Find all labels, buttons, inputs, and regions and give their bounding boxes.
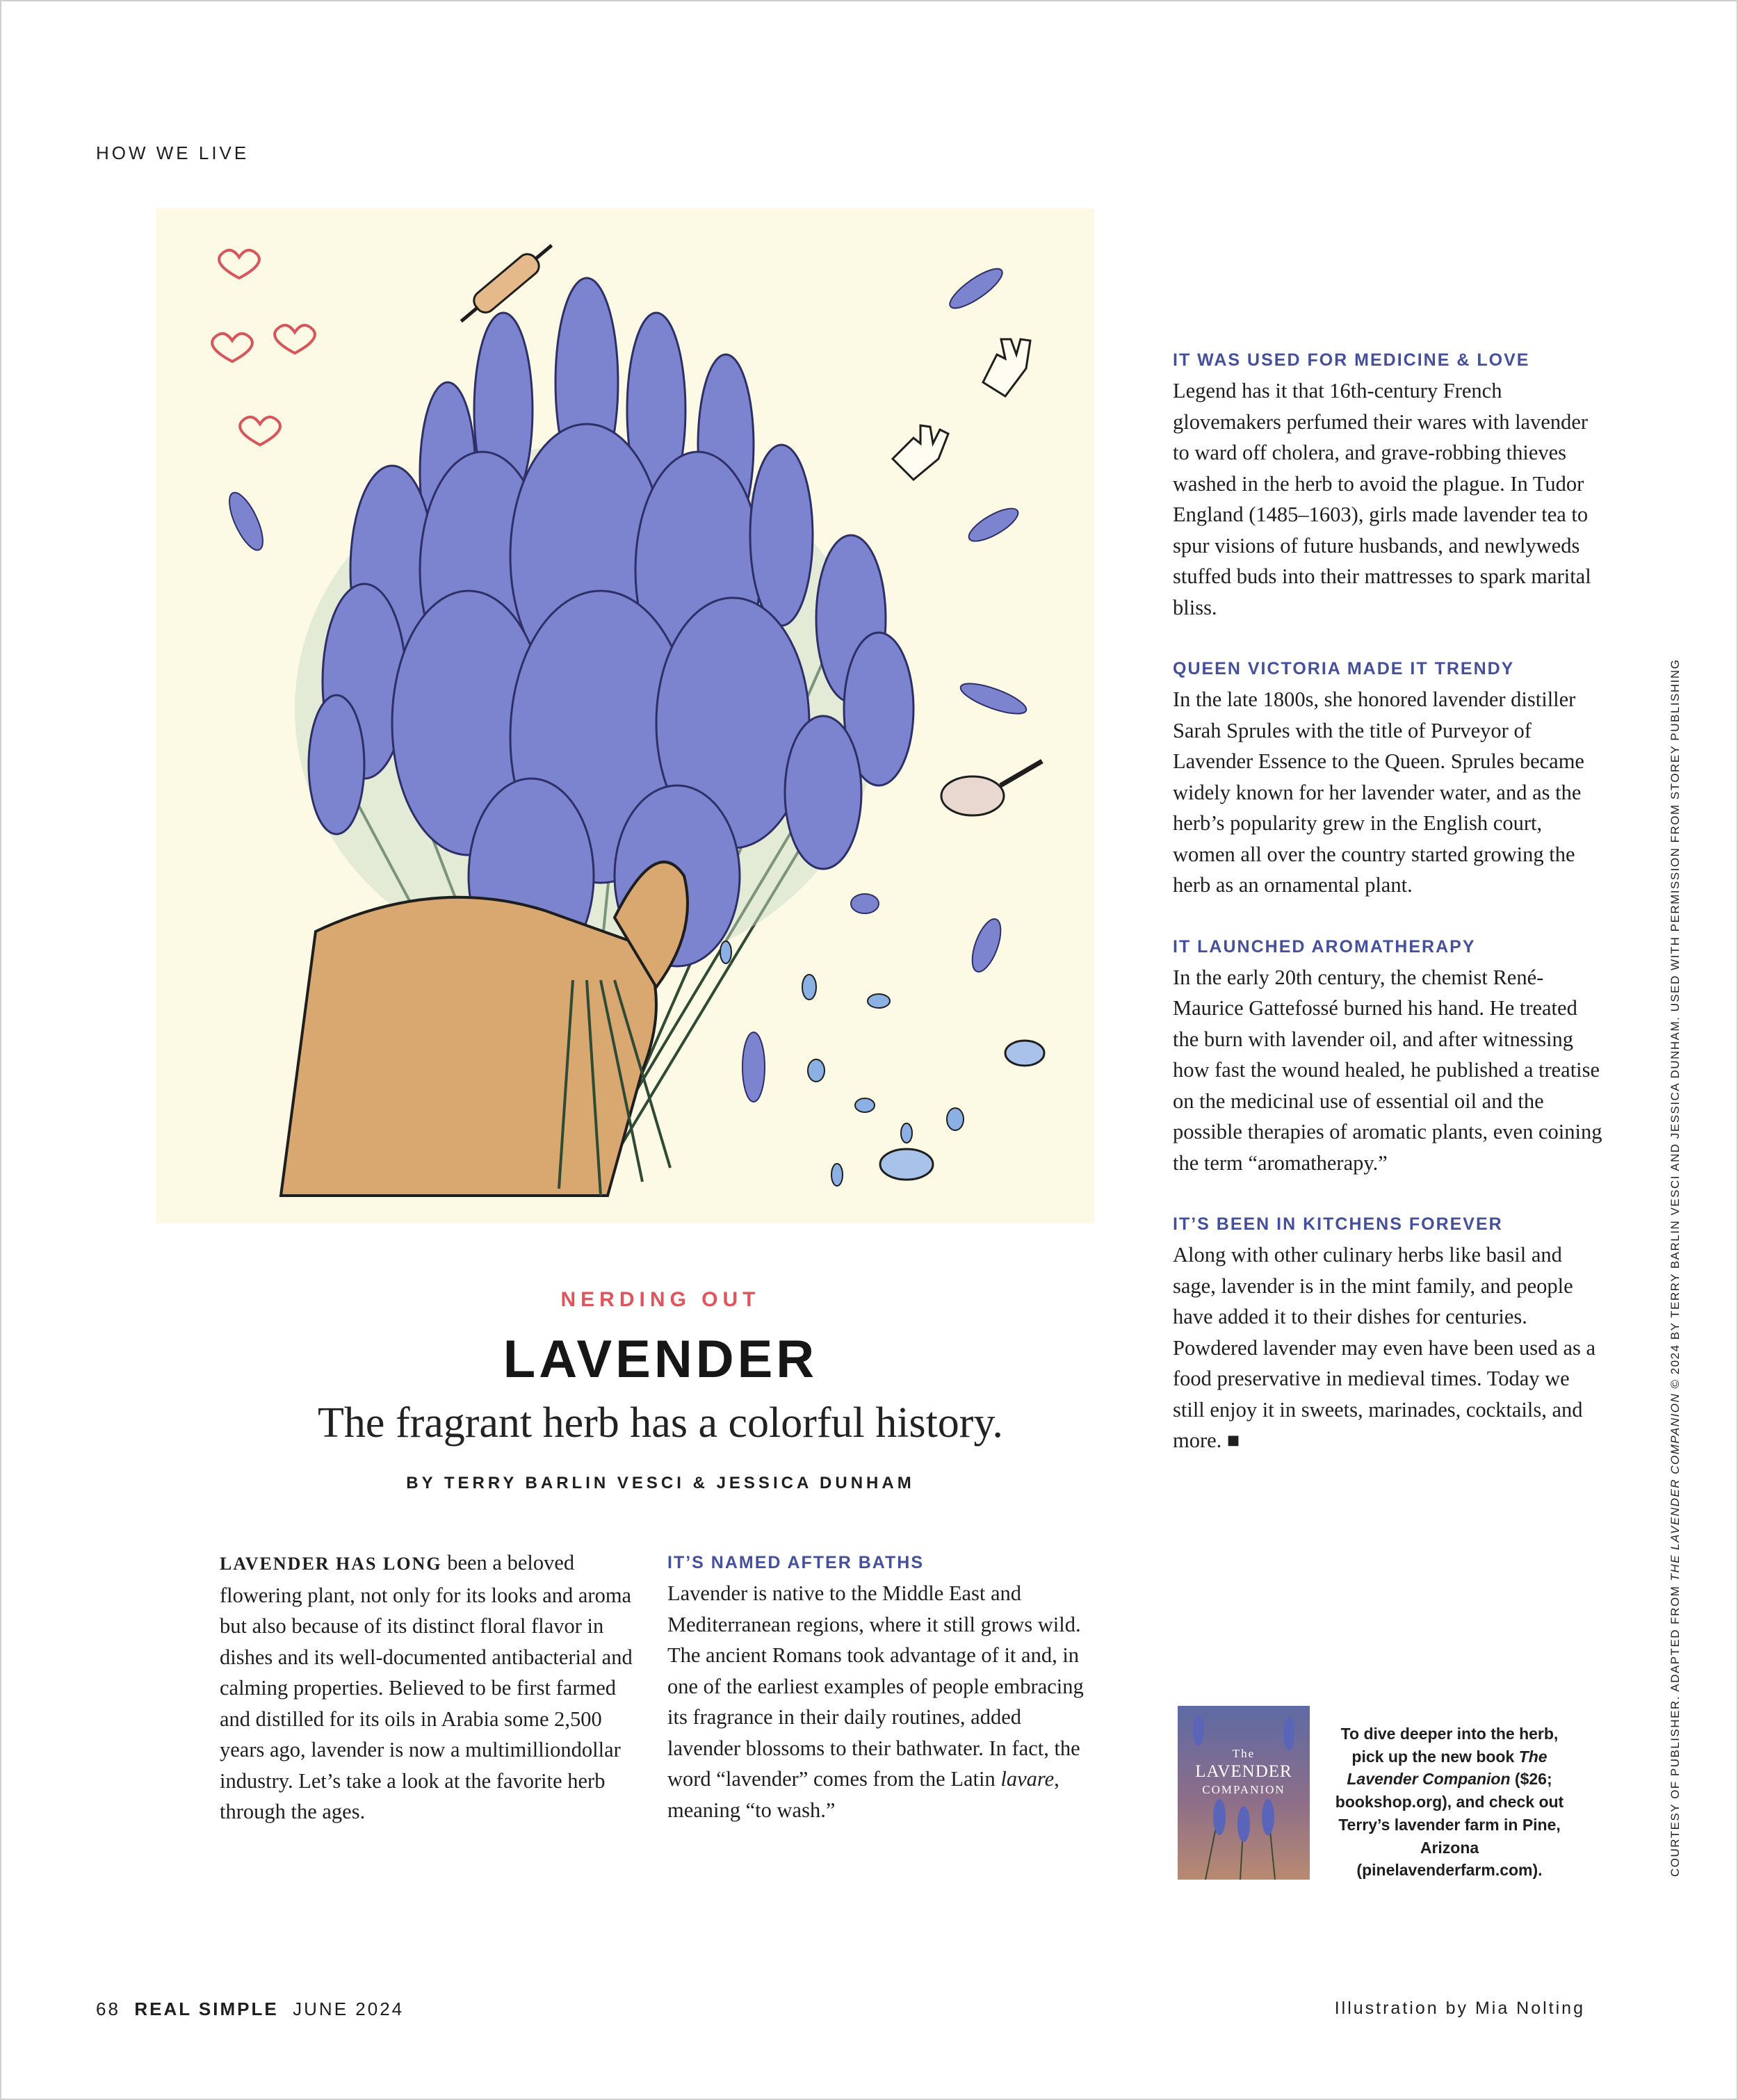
caption-text-a: To dive deeper into the herb, pick up the new book xyxy=(1340,1725,1559,1766)
section-heading-aromatherapy: IT LAUNCHED AROMATHERAPY xyxy=(1173,936,1476,957)
heart-doodles xyxy=(212,250,315,445)
book-cover-companion: COMPANION xyxy=(1202,1783,1285,1796)
folio xyxy=(96,1999,404,2020)
lavender-bouquet-illustration xyxy=(156,209,1094,1223)
credit-book-title: THE LAVENDER COMPANION xyxy=(1668,1392,1682,1581)
section-text-aromatherapy: In the early 20th century, the chemist René-Maurice Gattefossé burned his hand. He treated the burn with lavender oil, and after witnessing how fast the wound healed, he published a treatise on the medicinal use of essential oil and the possible therapies of aromatic plants, even coining the term “aromatherapy.” xyxy=(1173,965,1602,1175)
book-cover-title xyxy=(1178,1745,1310,1799)
photo-credit-vertical xyxy=(1668,659,1682,1877)
illustration-credit: Illustration by Mia Nolting xyxy=(1334,1999,1585,2018)
magazine-name: REAL SIMPLE xyxy=(134,1999,279,2019)
book-cover xyxy=(1178,1706,1310,1880)
section-text-baths xyxy=(667,1578,1098,1825)
book-cover-lavender: LAVENDER xyxy=(1195,1762,1292,1781)
gloves xyxy=(893,339,1030,480)
section-heading-victoria: QUEEN VICTORIA MADE IT TRENDY xyxy=(1173,659,1515,678)
byline: BY TERRY BARLIN VESCI & JESSICA DUNHAM xyxy=(406,1474,915,1492)
section-text-victoria: In the late 1800s, she honored lavender distiller Sarah Sprules with the title of Purveyor of Lavender Essence to the Queen. Sprules became widely known for her lavender water, and as the herb’s popularity grew in the English court, women all over the country started growing the herb as an ornamental plant. xyxy=(1173,687,1584,897)
baths-text-b: , meaning “to wash.” xyxy=(667,1767,1059,1822)
credit-text-a: COURTESY OF PUBLISHER. ADAPTED FROM xyxy=(1668,1581,1682,1877)
issue-date: JUNE 2024 xyxy=(293,1999,405,2019)
kitchens-text: Along with other culinary herbs like basil and sage, lavender is in the mint family, and people have added it to their dishes for centuries. Powdered lavender may even have been used as a food preservative in medieval times. Today we still enjoy it in sweets, marinades, cocktails, and more. xyxy=(1173,1243,1596,1452)
baths-column xyxy=(667,1547,1098,1825)
right-column xyxy=(1173,345,1604,1456)
book-caption xyxy=(1335,1723,1564,1882)
section-heading-medicine: IT WAS USED FOR MEDICINE & LOVE xyxy=(1173,350,1530,370)
intro-lead: LAVENDER HAS LONG xyxy=(220,1554,442,1574)
article-deck: The fragrant herb has a colorful history. xyxy=(318,1399,1003,1447)
kicker: NERDING OUT xyxy=(560,1288,761,1311)
hand xyxy=(281,862,688,1196)
intro-text: been a beloved flowering plant, not only for its looks and aroma but also because of its distinct floral flavor in dishes and its well-documented antibacterial and calming properties. Believed to be first farmed and distilled for its oils in Arabia some 2,500 years ago, lavender is now a multimilliondollar industry. Let’s take a look at the favorite herb through the ages. xyxy=(220,1551,633,1823)
teacups xyxy=(880,1041,1044,1180)
credit-text-b: © 2024 BY TERRY BARLIN VESCI AND JESSICA DUNHAM. USED WITH PERMISSION FROM STOREY PUBLISHING xyxy=(1668,658,1682,1393)
page-number: 68 xyxy=(96,1999,120,2019)
section-heading-kitchens: IT’S BEEN IN KITCHENS FOREVER xyxy=(1173,1214,1503,1234)
section-label: HOW WE LIVE xyxy=(96,143,250,163)
article-title: LAVENDER xyxy=(503,1330,818,1389)
caption-text-b: ($26; bookshop.org), and check out Terry’s lavender farm in Pine, Arizona (pinelavenderfarm.com). xyxy=(1335,1770,1564,1880)
intro-column xyxy=(220,1547,637,1828)
section-text-medicine: Legend has it that 16th-century French glovemakers perfumed their wares with lavender to ward off cholera, and grave-robbing thieves washed in the herb to avoid the plague. In Tudor England (1485–1603), girls made lavender tea to spur visions of future husbands, and newlyweds stuffed buds into their mattresses to spark marital bliss. xyxy=(1173,379,1591,619)
section-text-kitchens xyxy=(1173,1239,1604,1456)
end-mark: ■ xyxy=(1226,1429,1240,1452)
baths-text-a: Lavender is native to the Middle East and Mediterranean regions, where it still grows wild. The ancient Romans took advantage of it and, in one of the earliest examples of people embracing its fragrance in their daily routines, added lavender blossoms to their bathwater. In fact, the word “lavender” comes from the Latin xyxy=(667,1581,1084,1791)
book-cover-the: The xyxy=(1232,1747,1256,1760)
section-heading-baths: IT’S NAMED AFTER BATHS xyxy=(667,1553,924,1572)
caption-book-title: The Lavender Companion xyxy=(1347,1747,1548,1789)
baths-text-italic: lavare xyxy=(1000,1767,1055,1791)
saucepan xyxy=(941,761,1042,815)
intro-paragraph xyxy=(220,1547,637,1828)
